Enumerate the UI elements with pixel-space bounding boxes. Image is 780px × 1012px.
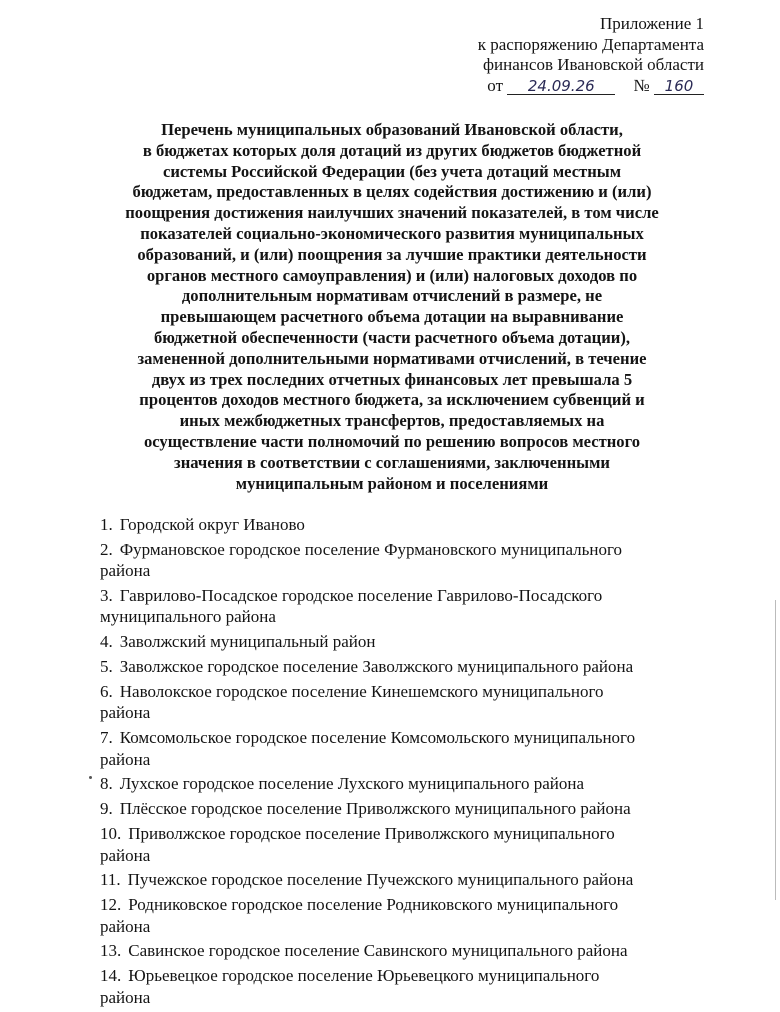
list-item [100,727,698,770]
list-item-number: 7. [100,728,113,748]
title-line: Перечень муниципальных образований Ивановской области, [161,120,623,139]
list-item-continuation: района [100,845,151,865]
title-line: значения в соответствии с соглашениями, заключенными [174,452,610,472]
title-line: иных межбюджетных трансфертов, предоставляемых на [179,411,605,431]
list-item-number: 11. [100,870,121,890]
title-line: в бюджетах которых доля дотаций из других бюджетов бюджетной [142,140,642,160]
list-item-text: Пучежское городское поселение Пучежского муниципального района [127,870,634,890]
title-line: замененной дополнительными нормативами отчислений, в течение [137,348,647,368]
list-item [100,823,698,866]
title-line: бюджетам, предоставленных в целях содействия достижению и (или) [132,182,652,202]
list-item [100,656,698,677]
list-item-number: 5. [100,657,113,677]
appendix-header [478,14,704,96]
list-item-text: Городской округ Иваново [119,515,305,534]
appendix-date-number-line [478,76,704,97]
list-item-number: 12. [100,895,122,915]
scan-edge-line [775,600,776,900]
list-item-number: 14. [100,966,122,986]
handwritten-date: 24.09.26 [507,78,615,95]
list-item [100,681,698,724]
list-item [100,773,698,794]
list-item-continuation: района [100,987,151,1007]
list-item-text: Юрьевецкое городское поселение Юрьевецкого муниципального [128,966,600,986]
title-line: поощрения достижения наилучших значений показателей, в том числе [125,203,659,223]
title-line: показателей социально-экономического развития муниципальных [140,223,644,243]
list-item-continuation: района [100,561,151,581]
list-item-continuation: муниципального района [100,607,276,627]
list-item-text: Наволокское городское поселение Кинешемского муниципального [119,682,604,702]
list-item-number: 6. [100,682,113,702]
list-item-text: Родниковское городское поселение Родниковского муниципального [128,895,619,915]
list-item-text: Комсомольское городское поселение Комсомольского муниципального [119,728,636,748]
title-line: превышающем расчетного объема дотации на выравнивание [160,307,624,327]
list-item-continuation: района [100,703,151,723]
list-item-number: 9. [100,799,113,819]
title-line: осуществление части полномочий по решению вопросов местного [143,431,640,451]
municipality-list [100,514,698,1012]
title-line: двух из трех последних отчетных финансовых лет превышала 5 [151,369,633,389]
appendix-reference-line: к распоряжению Департамента [477,34,704,54]
list-item-number: 4. [100,632,113,652]
document-title [96,120,688,494]
list-item [100,965,698,1008]
number-prefix: № [633,75,650,95]
list-item-number: 13. [100,941,122,961]
list-item [100,585,698,628]
scan-dot-mark [89,776,92,779]
list-item-text: Приволжское городское поселение Приволжского муниципального [128,824,615,844]
list-item-number: 3. [100,586,113,606]
title-line: дополнительным нормативам отчислений в размере, не [181,286,603,306]
list-item-text: Гаврилово-Посадское городское поселение Гаврилово-Посадского [119,586,603,606]
list-item [100,940,698,961]
date-prefix: от [487,75,504,95]
title-line: органов местного самоуправления) и (или) налоговых доходов по [146,265,638,285]
appendix-department-line: финансов Ивановской области [483,55,704,74]
list-item-text: Заволжское городское поселение Заволжского муниципального района [119,657,634,677]
list-item-text: Фурмановское городское поселение Фурмановского муниципального [119,539,623,559]
appendix-title: Приложение 1 [600,14,704,33]
list-item [100,894,698,937]
list-item-text: Заволжский муниципальный район [119,632,376,652]
list-item [100,514,698,535]
list-item-number: 8. [100,774,113,794]
list-item-continuation: района [100,749,151,769]
list-item [100,869,698,890]
list-item-text: Плёсское городское поселение Приволжского муниципального района [119,799,631,819]
list-item [100,539,698,582]
title-line: системы Российской Федерации (без учета дотаций местным [162,161,622,181]
handwritten-number: 160 [654,78,704,95]
title-line: бюджетной обеспеченности (части расчетного объема дотации), [153,327,631,347]
title-line: образований, и (или) поощрения за лучшие практики деятельности [137,244,647,264]
list-item [100,798,698,819]
list-item-number: 2. [100,539,113,559]
list-item-text: Савинское городское поселение Савинского муниципального района [128,941,628,961]
list-item-number: 1. [100,515,113,534]
list-item-number: 10. [100,824,122,844]
list-item-continuation: района [100,916,151,936]
title-line: процентов доходов местного бюджета, за исключением субвенций и [139,390,645,410]
list-item-text: Лухское городское поселение Лухского муниципального района [119,774,585,794]
list-item [100,631,698,652]
title-line: муниципальным районом и поселениями [235,473,549,493]
